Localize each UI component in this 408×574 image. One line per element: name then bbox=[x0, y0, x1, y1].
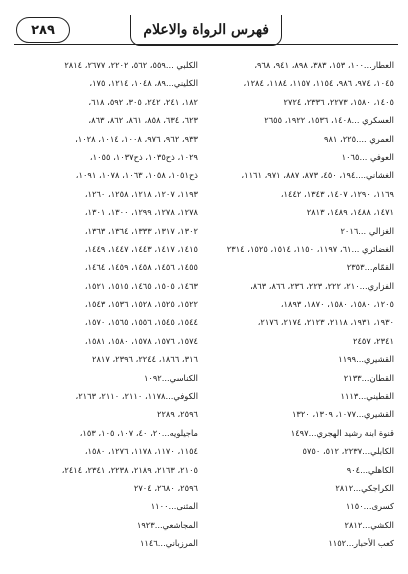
index-entry-line: ١٤٧١، ١٤٨٨، ١٤٨٩، ٢٨١٣ bbox=[306, 207, 394, 218]
index-entry-line: العطار...١٠٠، ١٥٣، ٣٨٣، ٨٩٨، ٩٤١، ٩٦٨، bbox=[254, 60, 394, 70]
index-entry-line: ١٠٢٩، ذح١٠٣٥، ذح١٠٣٧، ١٠٥٥، bbox=[89, 151, 198, 162]
index-entry-line: القطان...٢١٣٣ bbox=[343, 372, 394, 383]
index-entry-line: ١٩٣٠، ١٩٣١، ٢١١٨، ٢١٢٣، ٢١٧٤، ٢١٧٦، bbox=[257, 317, 394, 328]
index-entry-line: ١٤٠٥، ١٥٨٠، ٢٢٧٣، ٢٣٣٦، ٢٧٢٤ bbox=[283, 96, 394, 107]
index-entry-line: كعب الأحبار...١١٥٢ bbox=[328, 538, 394, 549]
index-entry-line: ٦٢٣، ٦٣٤، ٨٥٨، ٨٦١، ٨٦٢، ٨٦٣، bbox=[88, 115, 198, 126]
index-entry-line: الكشي...٢٨١٢ bbox=[344, 519, 394, 530]
index-entry-line: العوفي ...١٠٦٥ bbox=[341, 151, 394, 162]
index-entry-line: ١١٦٩، ١٢٩٠، ١٤٠٧، ١٣٤٣، ١٤٤٢، bbox=[280, 188, 394, 199]
index-entry-line: الكوفي...١١٧٨، ٢١١٠، ٢١١٠، ٢١٦٣، bbox=[75, 391, 198, 402]
index-entry-line: ماجيلويه...٢٠، ٤٠، ١٠٧، ١٠٥، ١٥٣، bbox=[79, 427, 198, 438]
index-entry-line: ٢٥٩٦، ٢٢٨٩ bbox=[157, 409, 198, 420]
index-entry-line: الكلبي ...٥٥٩، ٥٦٢، ٢٢٠٢، ٢٦٧٧، ٢٨١٤ bbox=[64, 60, 198, 70]
index-entry-line: قنوة ابنة رشيد الهجري...١٤٩٧ bbox=[290, 427, 394, 438]
index-entry-line: ١٥٧٤، ١٥٧٦، ١٥٧٨، ١٥٨٠، ١٥٨١، bbox=[84, 335, 198, 346]
index-entry-line: ٣١٦، ١٨٦٦، ٢٢٤٤، ٢٣٩٦، ٢٨١٧ bbox=[92, 354, 198, 365]
index-entry-line: ١١٥٤، ١١٧٠، ١١٧٨، ١٢٧٦، ١٥٨٠، bbox=[84, 446, 198, 457]
index-entry-line: ١٢٧٨، ١٢٧٨، ١٢٩٩، ١٣٠٠، ١٣٠١، bbox=[84, 207, 198, 218]
index-entry-line: ١٥٢٢، ١٥٢٥، ١٥٢٨، ١٥٣٦، ١٥٤٣، bbox=[84, 299, 198, 310]
index-entry-line: العمري ....٢٢٥، ٩٨١ bbox=[324, 133, 394, 144]
index-entry-line: ١٢٠٥، ١٥٨٠، ١٥٨٠، ١٨٧٠، ١٨٩٣، bbox=[280, 299, 394, 310]
index-entry-line: ١٨٢، ٢٤١، ٢٤٢، ٣٠٥، ٥٩٢، ٦١٨، bbox=[88, 96, 198, 107]
index-entry-line: الكليني...٨٩، ١٠٤٨، ١٢١٤، ١٧٥، bbox=[89, 78, 198, 89]
index-entry-line: الغشاني....١٩٤، ٤٥٠، ٨٧٣، ٨٨٧، ٩٧١، ١١٦١، bbox=[241, 170, 394, 181]
index-entry-line: القشيري...١٠٧٧، ١٣٠٩، ١٣٢٠ bbox=[291, 409, 394, 420]
index-entry-line: الكابلي...٢٢٣٧، ٥١٢، ٥٧٥٠ bbox=[302, 446, 394, 457]
index-entry-line: ١١٩٣، ١٢٠٧، ١٢١٨، ١٢٥٨، ١٢٦٠، bbox=[84, 188, 198, 199]
page-title: فهرس الرواة والاعلام bbox=[130, 15, 282, 46]
index-entry-line: الكراجكي...٢٨١٢ bbox=[335, 482, 394, 493]
index-entry-line: المجاشعي...١٩٢٣ bbox=[136, 519, 198, 530]
index-entry-line: ١٠٤٥، ٩٧٤، ٩٨٦، ١١٥٤، ١١٥٧، ١١٨٤، ١٢٨٤، bbox=[243, 78, 394, 89]
index-entry-line: الكاهلي...٩٠٤ bbox=[346, 464, 394, 475]
index-entry-line: ١٥٤٤، ١٥٤٥، ١٥٥٦، ١٥٦٥، ١٥٧٠، bbox=[84, 317, 198, 328]
index-entry-line: ٩٣٣، ٩٦٢، ٩٧٦، ١٠٠٨، ١٠١٤، ١٠٢٨، bbox=[75, 133, 198, 144]
index-column-left bbox=[22, 56, 198, 553]
index-entry-line: القشيري...١١٩٩ bbox=[338, 354, 394, 365]
index-entry-line: ١٤٦٣، ١٥٠٥، ١٤٦٥، ١٥١٥، ١٥٢١، bbox=[84, 280, 198, 291]
index-entry-line: المثنى...١١٠٠ bbox=[150, 501, 198, 512]
index-entry-line: الفزاري...٢١٠، ٢٢٢، ٢٢٣، ٢٣٦، ٨٦٦، ٨٦٣، bbox=[250, 280, 394, 291]
index-entry-line: القمّام...٢٣٥٣ bbox=[346, 262, 394, 273]
index-entry-line: العسكري ...١٤٠٨، ١٥٣٦، ١٩٢٢، ٢٦٥٥ bbox=[264, 115, 394, 126]
index-entry-line: ٢٣٤١، ٢٤٥٧ bbox=[353, 335, 394, 346]
index-entry-line: ٢٥٩٦، ٢٦٨٠، ٢٧٠٤ bbox=[133, 482, 198, 493]
index-entry-line: ١٤١٥، ١٤١٧، ١٤٤٣، ١٤٤٧، ١٤٤٩، bbox=[84, 243, 198, 254]
index-entry-line: المرزباني...١١٤٦ bbox=[139, 538, 198, 549]
page-number: ٢٨٩ bbox=[16, 17, 70, 43]
header-divider bbox=[14, 44, 398, 45]
index-entry-line: الكناسي...١٠٩٢ bbox=[143, 372, 198, 383]
index-entry-line: ذح١٠٥١، ١٠٥٨، ١٠٦٣، ١٠٧٨، ١٠٩١، bbox=[75, 170, 198, 181]
index-entry-line: ٢١٠٥، ٢١٦٣، ٢١٨٩، ٢٢٣٨، ٢٣٤١، ٢٤١٤، bbox=[61, 464, 198, 475]
index-entry-line: ١٤٥٥، ١٤٥٦، ١٤٥٨، ١٤٥٩، ١٤٦٤، bbox=[84, 262, 198, 273]
page-header bbox=[8, 15, 400, 53]
index-entry-line: القطيني...١١١٣ bbox=[340, 391, 394, 402]
index-entry-line: الغزالي ...٢٠١٦ bbox=[340, 225, 394, 236]
index-entry-line: كسرى...١١٥٠ bbox=[345, 501, 394, 512]
index-entry-line: ١٣٠٢، ١٣١٧، ١٣٣٣، ١٣٦٤، ١٣٦٣، bbox=[84, 225, 198, 236]
index-entry-line: الغضائري ...٦١، ١١٩٧، ١١٥٠، ١٥١٤، ١٥٢٥، ٢٣١٤ bbox=[226, 243, 394, 254]
index-column-right bbox=[218, 56, 394, 553]
